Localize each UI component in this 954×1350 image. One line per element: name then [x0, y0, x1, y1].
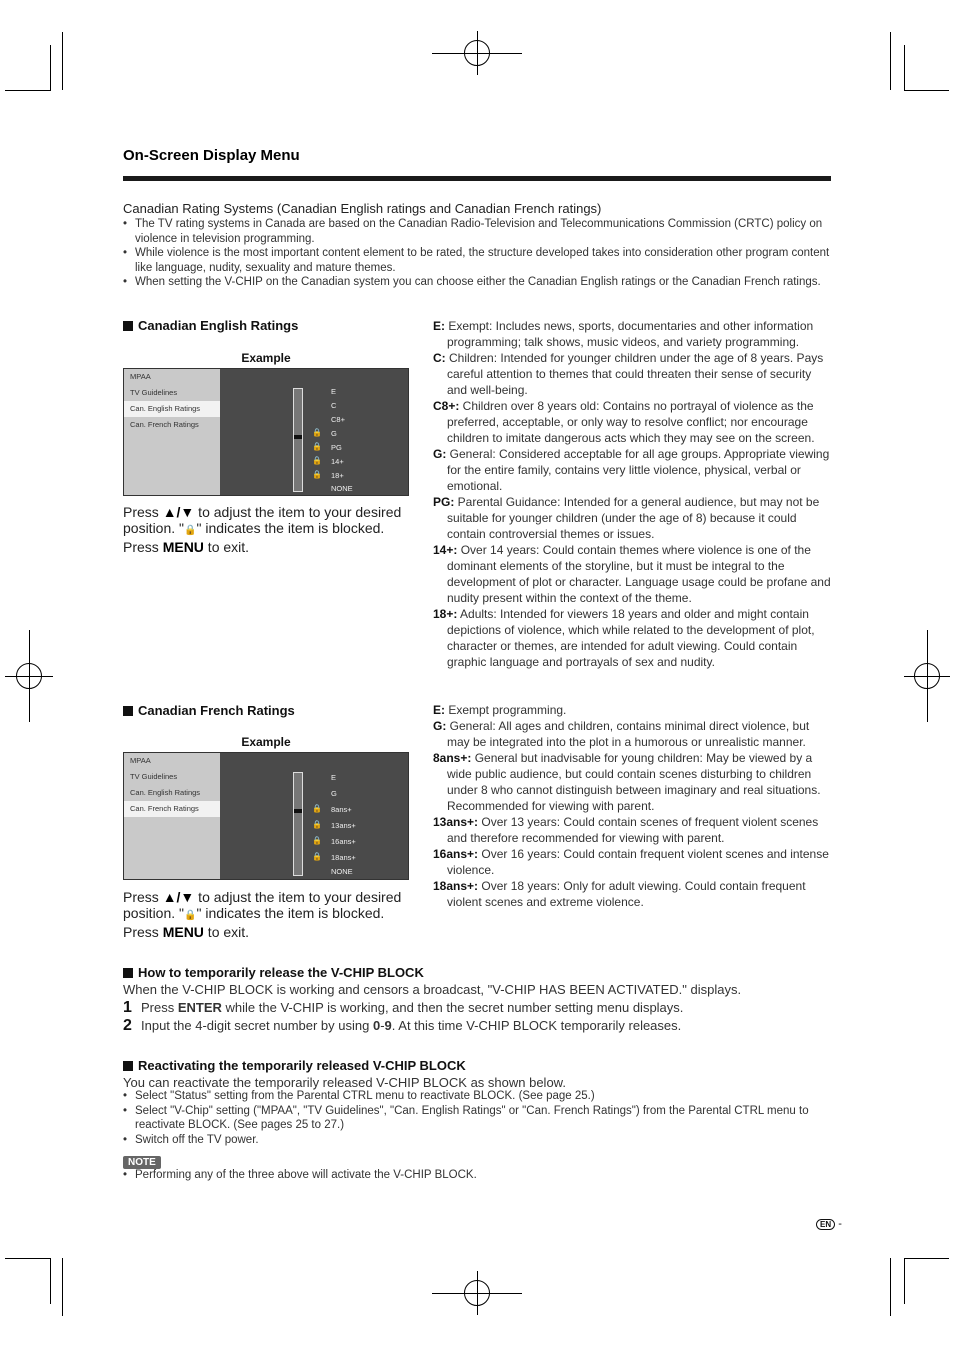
osd-option: G: [331, 789, 337, 798]
osd-option: PG: [331, 443, 342, 452]
definition-item: [433, 718, 833, 750]
step-text: Input the 4-digit secret number by using: [141, 1018, 373, 1033]
step-number: 2: [123, 1017, 132, 1034]
osd-menu-item[interactable]: TV Guidelines: [130, 388, 178, 397]
lock-icon: 🔒: [312, 470, 322, 479]
lock-icon: 🔒: [312, 820, 322, 829]
menu-key: MENU: [162, 924, 204, 940]
square-bullet-icon: [123, 1061, 133, 1071]
note-label: NOTE: [123, 1156, 161, 1169]
osd-option: 13ans+: [331, 821, 356, 830]
lock-icon: 🔒: [184, 525, 197, 536]
definition-text: Adults: Intended for viewers 18 years and older and might contain depictions of violence, which while related to the development of plot, character or themes, are intended for adult viewing. Could contain graphic language and portrayals of sex and nudity.: [447, 607, 815, 669]
english-heading: [123, 318, 298, 333]
definition-code: E:: [433, 319, 445, 333]
press-text: " indicates the item is blocked. Press: [123, 905, 385, 940]
definition-item: [433, 750, 833, 798]
osd-slider-thumb[interactable]: [294, 809, 302, 813]
definition-code: E:: [433, 703, 445, 717]
enter-key: ENTER: [177, 1000, 222, 1015]
french-heading: [123, 703, 295, 718]
definition-text: Recommended for viewing with parent.: [447, 799, 655, 813]
step-number: 1: [123, 999, 132, 1016]
lock-icon: 🔒: [184, 910, 197, 921]
definition-code: 18ans+:: [433, 879, 479, 893]
reactivate-bullet: • Select "Status" setting from the Parental CTRL menu to reactivate BLOCK. (See page 25.): [123, 1089, 835, 1104]
title-rule: [123, 176, 831, 181]
french-example-label: Example: [241, 735, 291, 749]
up-down-arrows-icon: ▲/▼: [162, 889, 195, 905]
osd-menu: [124, 369, 220, 495]
definition-item: [433, 494, 833, 542]
intro-bullet: • The TV rating systems in Canada are based on the Canadian Radio-Television and Telecommunications Commission (CRTC) policy on violence in television programming.: [123, 217, 835, 246]
lock-icon: 🔒: [312, 852, 322, 861]
definition-code: C8+:: [433, 399, 460, 413]
osd-menu: [124, 753, 220, 879]
definition-text: Children: Intended for younger children under the age of 8 years. Pays careful attention to themes that could threaten their sense of security and well-being.: [445, 351, 824, 397]
definition-code: 13ans+:: [433, 815, 479, 829]
lock-icon: 🔒: [312, 442, 322, 451]
page-dash: -: [838, 1218, 842, 1230]
note-bullet: • Performing any of the three above will activate the V-CHIP BLOCK.: [123, 1168, 835, 1183]
english-osd-screen: [123, 368, 409, 496]
step-text: Press: [141, 1000, 178, 1015]
intro-heading: Canadian Rating Systems (Canadian English ratings and Canadian French ratings): [123, 201, 602, 216]
english-press-instructions: [123, 504, 413, 555]
reactivate-heading-text: Reactivating the temporarily released V-CHIP BLOCK: [138, 1058, 466, 1073]
definition-item: [433, 606, 833, 670]
definition-code: 16ans+:: [433, 847, 479, 861]
definition-item: [433, 542, 833, 606]
osd-menu-item[interactable]: TV Guidelines: [130, 772, 178, 781]
reactivate-bullet: • Select "V-Chip" setting ("MPAA", "TV Guidelines", "Can. English Ratings" or "Can. French Ratings") from the Parental CTRL menu to reactivate BLOCK. (See pages 25 to 27.): [123, 1104, 835, 1133]
menu-key: MENU: [162, 539, 204, 555]
press-text: to exit.: [203, 924, 250, 940]
french-definitions: [433, 702, 833, 910]
osd-option: 18+: [331, 471, 344, 480]
definition-code: G:: [433, 447, 447, 461]
page-title: On-Screen Display Menu: [123, 147, 300, 164]
lock-icon: 🔒: [312, 456, 322, 465]
definition-item: [433, 318, 833, 350]
press-text: Press: [123, 504, 163, 520]
osd-menu-item-selected[interactable]: Can. French Ratings: [124, 801, 220, 817]
definition-item: [433, 846, 833, 878]
definition-text: Parental Guidance: Intended for a general audience, but may not be suitable for younger children (under the age of 8) because it could contain controversial themes or issues.: [447, 495, 820, 541]
definition-code: 14+:: [433, 543, 458, 557]
step-text: -: [380, 1018, 385, 1033]
osd-option: 8ans+: [331, 805, 352, 814]
lock-icon: 🔒: [312, 804, 322, 813]
lock-icon: 🔒: [312, 428, 322, 437]
definition-code: 8ans+:: [433, 751, 472, 765]
definition-item: [433, 814, 833, 846]
osd-option: E: [331, 387, 337, 396]
square-bullet-icon: [123, 968, 133, 978]
intro-bullet: • When setting the V-CHIP on the Canadian system you can choose either the Canadian English ratings or the Canadian French ratings.: [123, 275, 835, 290]
release-heading: [123, 965, 424, 980]
step-text: . At this time V-CHIP BLOCK temporarily releases.: [391, 1018, 682, 1033]
digit-key: 0: [372, 1018, 381, 1033]
up-down-arrows-icon: ▲/▼: [162, 504, 195, 520]
osd-option: NONE: [331, 484, 353, 493]
definition-text: Exempt: Includes news, sports, documentaries and other information programming; talk shows, music videos, and variety programming.: [445, 319, 814, 349]
press-text: to exit.: [203, 539, 250, 555]
note-bullets: [123, 1168, 835, 1183]
definition-text: Over 13 years: Could contain scenes of frequent violent scenes and therefore recommended for viewing with parent.: [447, 815, 819, 845]
square-bullet-icon: [123, 321, 133, 331]
definition-item: [433, 878, 833, 910]
press-text: to adjust the item to your desired position. ": [123, 504, 402, 536]
definition-text: General: All ages and children, contains minimal direct violence, but may be integrated into the plot in a humorous or unrealistic manner.: [446, 719, 810, 749]
osd-option: C8+: [331, 415, 345, 424]
reactivate-bullet: • Switch off the TV power.: [123, 1133, 835, 1148]
en-badge: EN: [816, 1219, 835, 1230]
release-step-1: [123, 999, 835, 1016]
osd-menu-item[interactable]: Can. English Ratings: [130, 788, 201, 797]
definition-text: General but inadvisable for young children: May be viewed by a wide public audience, but could contain scenes disturbing to children under 8 who cannot distinguish between imaginary and real situations.: [447, 751, 821, 797]
french-osd-screen: [123, 752, 409, 880]
osd-option: 18ans+: [331, 853, 356, 862]
osd-option: 16ans+: [331, 837, 356, 846]
definition-code: G:: [433, 719, 447, 733]
definition-text: General: Considered acceptable for all age groups. Appropriate viewing for the entire family, contains very little violence, physical, verbal or emotional.: [446, 447, 830, 493]
osd-option: C: [331, 401, 337, 410]
release-step-2: [123, 1017, 835, 1034]
release-heading-text: How to temporarily release the V-CHIP BLOCK: [138, 965, 424, 980]
osd-menu-item-selected[interactable]: Can. English Ratings: [124, 401, 220, 417]
osd-option: NONE: [331, 867, 353, 876]
french-heading-text: Canadian French Ratings: [138, 703, 295, 718]
intro-bullets: [123, 217, 835, 290]
reactivate-intro: You can reactivate the temporarily released V-CHIP BLOCK as shown below.: [123, 1075, 566, 1090]
osd-slider-thumb[interactable]: [294, 435, 302, 439]
definition-text: Exempt programming.: [445, 703, 567, 717]
english-heading-text: Canadian English Ratings: [138, 318, 299, 333]
definition-text: Children over 8 years old: Contains no portrayal of violence as the preferred, acceptable, or only way to resolve conflict; nor encourage children to imitate dangerous acts which they may see on the screen.: [447, 399, 815, 445]
definition-code: 18+:: [433, 607, 458, 621]
osd-menu-item[interactable]: MPAA: [130, 372, 151, 381]
digit-key: 9: [384, 1018, 392, 1033]
osd-option: E: [331, 773, 337, 782]
press-text: " indicates the item is blocked. Press: [123, 520, 385, 555]
english-example-label: Example: [241, 351, 291, 365]
definition-text: Over 18 years: Only for adult viewing. Could contain frequent violent scenes and extreme violence.: [447, 879, 806, 909]
osd-slider-track[interactable]: [293, 772, 303, 876]
definition-code: PG:: [433, 495, 455, 509]
osd-option: 14+: [331, 457, 344, 466]
osd-menu-item[interactable]: MPAA: [130, 756, 151, 765]
definition-text: Over 14 years: Could contain themes where violence is one of the dominant elements of the storyline, but it must be integral to the development of plot or character. Language usage could be profane and nudity present within the context of the theme.: [447, 543, 831, 605]
osd-slider-track[interactable]: [293, 388, 303, 492]
release-intro: When the V-CHIP BLOCK is working and censors a broadcast, "V-CHIP HAS BEEN ACTIVATED." displays.: [123, 982, 742, 997]
definition-item: [433, 350, 833, 398]
definition-item: [433, 446, 833, 494]
press-text: to adjust the item to your desired position. ": [123, 889, 402, 921]
intro-bullet: • While violence is the most important content element to be rated, the structure developed takes into consideration other program content like language, nudity, sexuality and mature themes.: [123, 246, 835, 275]
press-text: Press: [123, 889, 163, 905]
french-press-instructions: [123, 889, 413, 940]
definition-text: Over 16 years: Could contain frequent violent scenes and intense violence.: [447, 847, 829, 877]
square-bullet-icon: [123, 706, 133, 716]
reactivate-heading: [123, 1058, 466, 1073]
definition-item: [433, 398, 833, 446]
osd-menu-item[interactable]: Can. French Ratings: [130, 420, 199, 429]
page-number: [816, 1218, 842, 1230]
english-definitions: [433, 318, 833, 670]
reactivate-bullets: [123, 1089, 835, 1147]
osd-option: G: [331, 429, 337, 438]
definition-code: C:: [433, 351, 446, 365]
step-text: while the V-CHIP is working, and then the secret number setting menu displays.: [221, 1000, 684, 1015]
definition-item: [433, 798, 833, 814]
definition-item: [433, 702, 833, 718]
lock-icon: 🔒: [312, 836, 322, 845]
